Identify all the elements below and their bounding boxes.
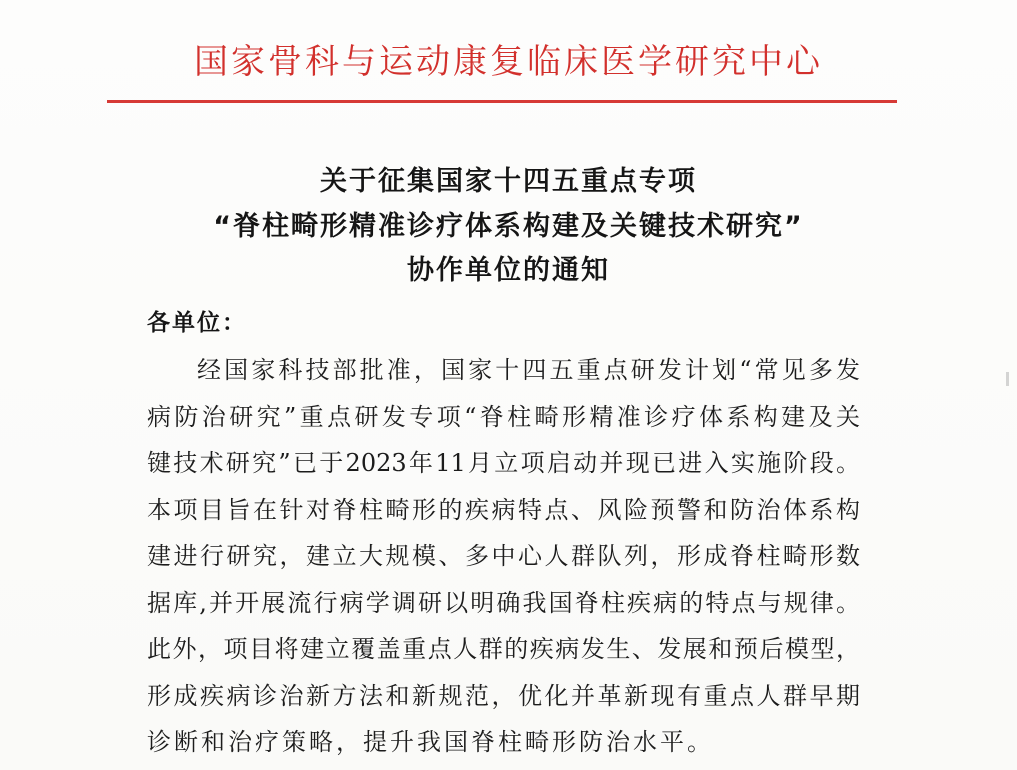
body-line: 据库,并开展流行病学调研以明确我国脊柱疾病的特点与规律。: [147, 588, 860, 617]
body-line: 经国家科技部批准，国家十四五重点研发计划“常见多发: [197, 356, 860, 384]
letterhead-red-rule: [107, 100, 897, 103]
notice-title: [100, 160, 917, 294]
body-line: 病防治研究”重点研发专项“脊柱畸形精准诊疗体系构建及关: [147, 402, 860, 431]
body-line: 诊断和治疗策略，提升我国脊柱畸形防治水平。: [147, 728, 714, 756]
body-line: 形成疾病诊治新方法和新规范，优化并革新现有重点人群早期: [147, 681, 860, 710]
body-line: 建进行研究，建立大规模、多中心人群队列，形成脊柱畸形数: [147, 542, 860, 570]
salutation: 各单位：: [147, 309, 247, 336]
title-line: 关于征集国家十四五重点专项: [320, 166, 697, 197]
body-paragraph: [147, 347, 860, 766]
body-line: 此外，项目将建立覆盖重点人群的疾病发生、发展和预后模型，: [147, 635, 860, 663]
title-line: 协作单位的通知: [407, 255, 610, 286]
body-line: 键技术研究”已于2023年11月立项启动并现已进入实施阶段。: [147, 449, 860, 477]
scan-artifact: [1006, 372, 1009, 386]
body-line: 本项目旨在针对脊柱畸形的疾病特点、风险预警和防治体系构: [147, 495, 860, 524]
title-line: “脊柱畸形精准诊疗体系构建及关键技术研究”: [213, 210, 804, 242]
letterhead-org-name: 国家骨科与运动康复临床医学研究中心: [194, 42, 823, 82]
